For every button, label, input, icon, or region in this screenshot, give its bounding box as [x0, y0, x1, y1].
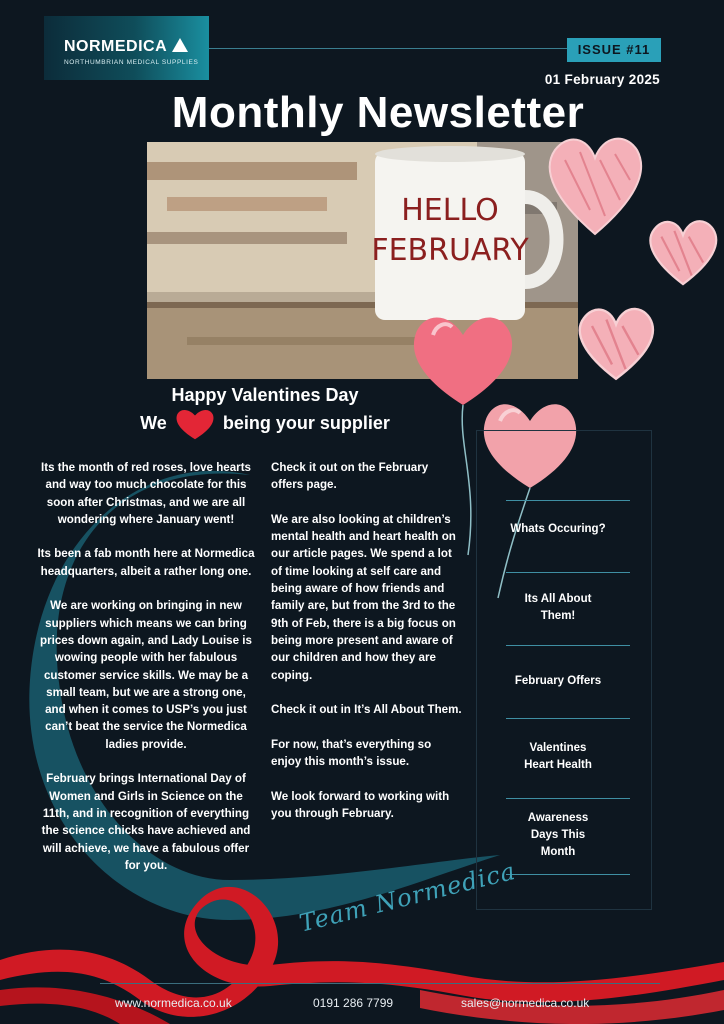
brand-logo[interactable]: [44, 16, 209, 80]
footer-phone[interactable]: 0191 286 7799: [313, 996, 394, 1010]
footer-website[interactable]: www.normedica.co.uk: [115, 996, 232, 1010]
sidebar-divider: [506, 718, 630, 719]
sidebar-item-heart-health[interactable]: Valentines Heart Health: [524, 742, 592, 771]
sidebar-item-february-offers[interactable]: February Offers: [514, 675, 602, 687]
sidebar-item-whats-occuring[interactable]: Whats Occuring?: [510, 523, 606, 535]
issue-badge: ISSUE #11: [567, 38, 661, 62]
sidebar-divider: [506, 798, 630, 799]
paragraph: We are also looking at children’s mental health and heart health on our article pages. We spend a lot of time looking at self care and being aware of how friends and family are, but from the 3rd to the 9th of Feb, there is a big focus on being more present and aware of our children and how they are coping.: [271, 512, 456, 682]
brand-subtitle: NORTHUMBRIAN MEDICAL SUPPLIES: [64, 59, 199, 66]
mug-text-hello: HELLO: [401, 193, 499, 228]
sidebar-divider: [506, 645, 630, 646]
paragraph: February brings International Day of Women and Girls in Science on the 11th, and in recognition of everything the science chicks have achieved and will achieve, we have a fabulous offer for you.: [41, 772, 251, 872]
pink-heart-icon: [576, 300, 656, 384]
page-title: Monthly Newsletter: [171, 88, 585, 137]
red-heart-icon: [172, 407, 218, 441]
pink-heart-icon: [545, 130, 645, 238]
greeting-line2-end: being your supplier: [222, 412, 390, 433]
sidebar-item-awareness-days[interactable]: Awareness Days This Month: [527, 812, 589, 858]
paragraph: We look forward to working with you through February.: [271, 789, 450, 820]
header-divider: [209, 48, 567, 49]
valentines-greeting: [100, 383, 430, 441]
paragraph: Check it out on the February offers page.: [271, 461, 429, 492]
team-signature: Team Normedica: [296, 856, 519, 938]
brand-name: NORMEDICA: [64, 38, 168, 55]
paragraph: We are working on bringing in new suppliers which means we can bring prices down again, and Lady Louise is wowing people with her fabulous customer service skills. We may be a small team, but we are a strong one, and when it comes to USP’s you just can’t beat the service the Normedica ladies provide.: [40, 599, 252, 751]
pink-heart-icon: [646, 215, 720, 287]
logo-triangle-icon: [172, 38, 188, 52]
sidebar-divider: [506, 500, 630, 501]
article-column-left: [36, 459, 256, 891]
greeting-line1: Happy Valentines Day: [171, 385, 359, 405]
greeting-line2-start: We: [140, 412, 167, 433]
paragraph: Its the month of red roses, love hearts and way too much chocolate for this soon after Christmas, and we are all wondering where January went!: [40, 461, 252, 526]
mug-text-february: FEBRUARY: [371, 233, 529, 268]
paragraph: Its been a fab month here at Normedica headquarters, albeit a rather long one.: [37, 547, 255, 578]
paragraph: Check it out in It’s All About Them.: [271, 703, 462, 717]
issue-date: 01 February 2025: [544, 72, 660, 87]
sidebar-item-all-about-them[interactable]: Its All About Them!: [524, 593, 592, 622]
footer-divider: [100, 983, 660, 984]
sidebar-divider: [506, 572, 630, 573]
article-column-right: [271, 459, 463, 840]
paragraph: For now, that’s everything so enjoy this month’s issue.: [271, 737, 432, 769]
footer-email[interactable]: sales@normedica.co.uk: [461, 996, 590, 1010]
